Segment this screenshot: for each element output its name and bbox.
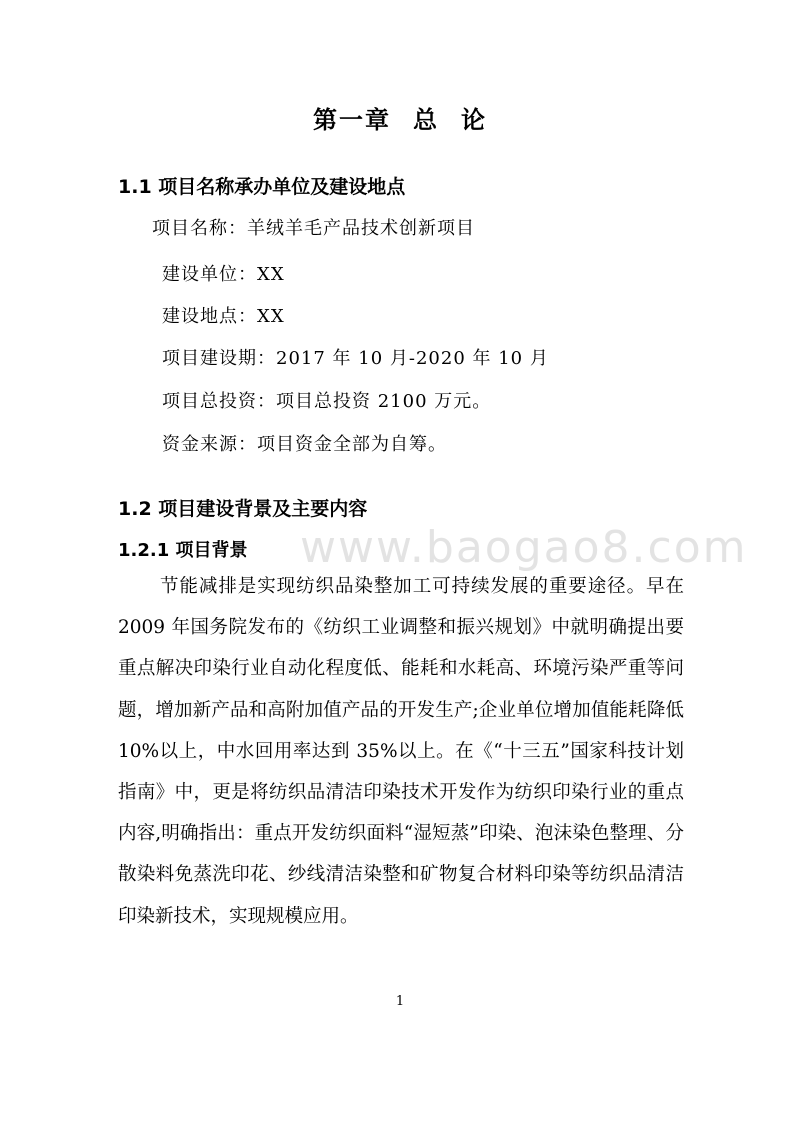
section-heading-1-2-1: 1.2.1 项目背景	[118, 540, 248, 561]
info-funding: 资金来源：项目资金全部为自筹。	[162, 434, 447, 455]
section-heading-1-2: 1.2 项目建设背景及主要内容	[118, 498, 368, 520]
background-paragraph: 节能减排是实现纺织品染整加工可持续发展的重要途径。早在 2009 年国务院发布的《纺织工业调整和振兴规划》中就明确提出要重点解决印染行业自动化程度低、能耗和水耗高、环境污染严重等问题，增加新产品和高附加值产品的开发生产;企业单位增加值能耗降低 10%以上，中水回用率达到 35%以上。在《“十三五”国家科技计划指南》中，更是将纺织品清洁印染技术开发作为纺织印染行业的重点内容,明确指出：重点开发纺织面料“湿短蒸”印染、泡沫染色整理、分散染料免蒸洗印花、纱线清洁染整和矿物复合材料印染等纺织品清洁印染新技术，实现规模应用。	[118, 576, 684, 927]
watermark-text: www.baogao8.com	[300, 522, 748, 573]
info-location: 建设地点：XX	[162, 306, 285, 327]
info-investment: 项目总投资：项目总投资 2100 万元。	[162, 391, 492, 412]
info-period: 项目建设期：2017 年 10 月-2020 年 10 月	[162, 348, 549, 369]
chapter-prefix: 第一章	[313, 106, 391, 134]
chapter-word-2: 论	[461, 106, 487, 134]
chapter-word-1: 总	[413, 106, 439, 134]
chapter-title	[0, 100, 800, 135]
page-number: 1	[395, 994, 405, 1009]
info-project-name: 项目名称：羊绒羊毛产品技术创新项目	[152, 218, 475, 239]
info-builder: 建设单位：XX	[162, 264, 285, 285]
section-heading-1-1: 1.1 项目名称承办单位及建设地点	[118, 176, 406, 198]
